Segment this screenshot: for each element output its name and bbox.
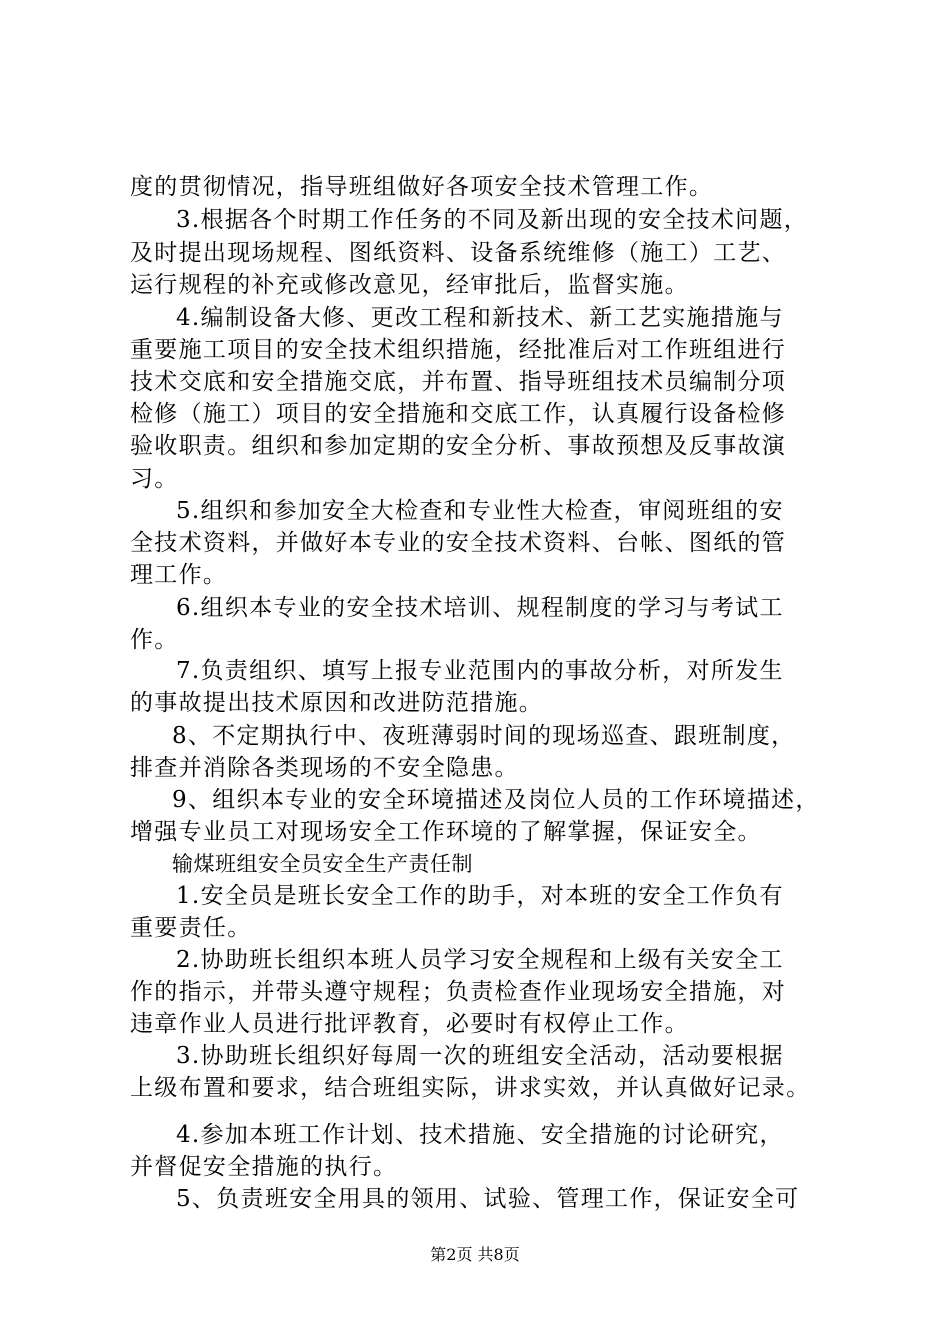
text-line: 1.安全员是班长安全工作的助手，对本班的安全工作负有 (176, 883, 784, 909)
text-line: 7.负责组织、填写上报专业范围内的事故分析，对所发生 (176, 658, 784, 684)
text-line: 违章作业人员进行批评教育，必要时有权停止工作。 (130, 1011, 689, 1037)
text-line: 重要责任。 (130, 915, 252, 941)
text-line: 重要施工项目的安全技术组织措施，经批准后对工作班组进行 (130, 337, 787, 363)
text-line: 9、组织本专业的安全环境描述及岗位人员的工作环境描述， (172, 787, 820, 813)
text-line: 技术交底和安全措施交底，并布置、指导班组技术员编制分项 (130, 369, 787, 395)
text-line: 上级布置和要求，结合班组实际，讲求实效，并认真做好记录。 (130, 1075, 811, 1101)
text-line: 及时提出现场规程、图纸资料、设备系统维修（施工）工艺、 (130, 240, 787, 266)
section-heading: 输煤班组安全员安全生产责任制 (172, 852, 473, 876)
text-line: 验收职责。组织和参加定期的安全分析、事故预想及反事故演 (130, 433, 787, 459)
text-line: 3.根据各个时期工作任务的不同及新出现的安全技术问题， (176, 207, 809, 233)
text-line: 排查并消除各类现场的不安全隐患。 (130, 755, 519, 781)
text-line: 习。 (130, 466, 179, 492)
text-line: 3.协助班长组织好每周一次的班组安全活动，活动要根据 (176, 1043, 784, 1069)
text-line: 的事故提出技术原因和改进防范措施。 (130, 690, 544, 716)
text-line: 4.参加本班工作计划、技术措施、安全措施的讨论研究， (176, 1122, 784, 1148)
text-line: 作。 (130, 627, 179, 653)
page-number-footer: 第2页 共8页 (430, 1245, 520, 1264)
text-line: 4.编制设备大修、更改工程和新技术、新工艺实施措施与 (176, 305, 784, 331)
text-line: 5.组织和参加安全大检查和专业性大检查，审阅班组的安 (176, 498, 784, 524)
text-line: 6.组织本专业的安全技术培训、规程制度的学习与考试工 (176, 595, 784, 621)
text-line: 2.协助班长组织本班人员学习安全规程和上级有关安全工 (176, 947, 784, 973)
text-line: 理工作。 (130, 562, 228, 588)
text-line: 运行规程的补充或修改意见，经审批后，监督实施。 (130, 272, 689, 298)
text-line: 作的指示，并带头遵守规程；负责检查作业现场安全措施，对 (130, 979, 787, 1005)
text-line: 5、负责班安全用具的领用、试验、管理工作，保证安全可 (176, 1186, 800, 1212)
text-line: 度的贯彻情况，指导班组做好各项安全技术管理工作。 (130, 174, 714, 200)
text-line: 检修（施工）项目的安全措施和交底工作，认真履行设备检修 (130, 401, 787, 427)
text-line: 并督促安全措施的执行。 (130, 1154, 398, 1180)
text-line: 8、不定期执行中、夜班薄弱时间的现场巡查、跟班制度， (172, 723, 796, 749)
text-line: 全技术资料，并做好本专业的安全技术资料、台帐、图纸的管 (130, 530, 787, 556)
text-line: 增强专业员工对现场安全工作环境的了解掌握，保证安全。 (130, 819, 762, 845)
